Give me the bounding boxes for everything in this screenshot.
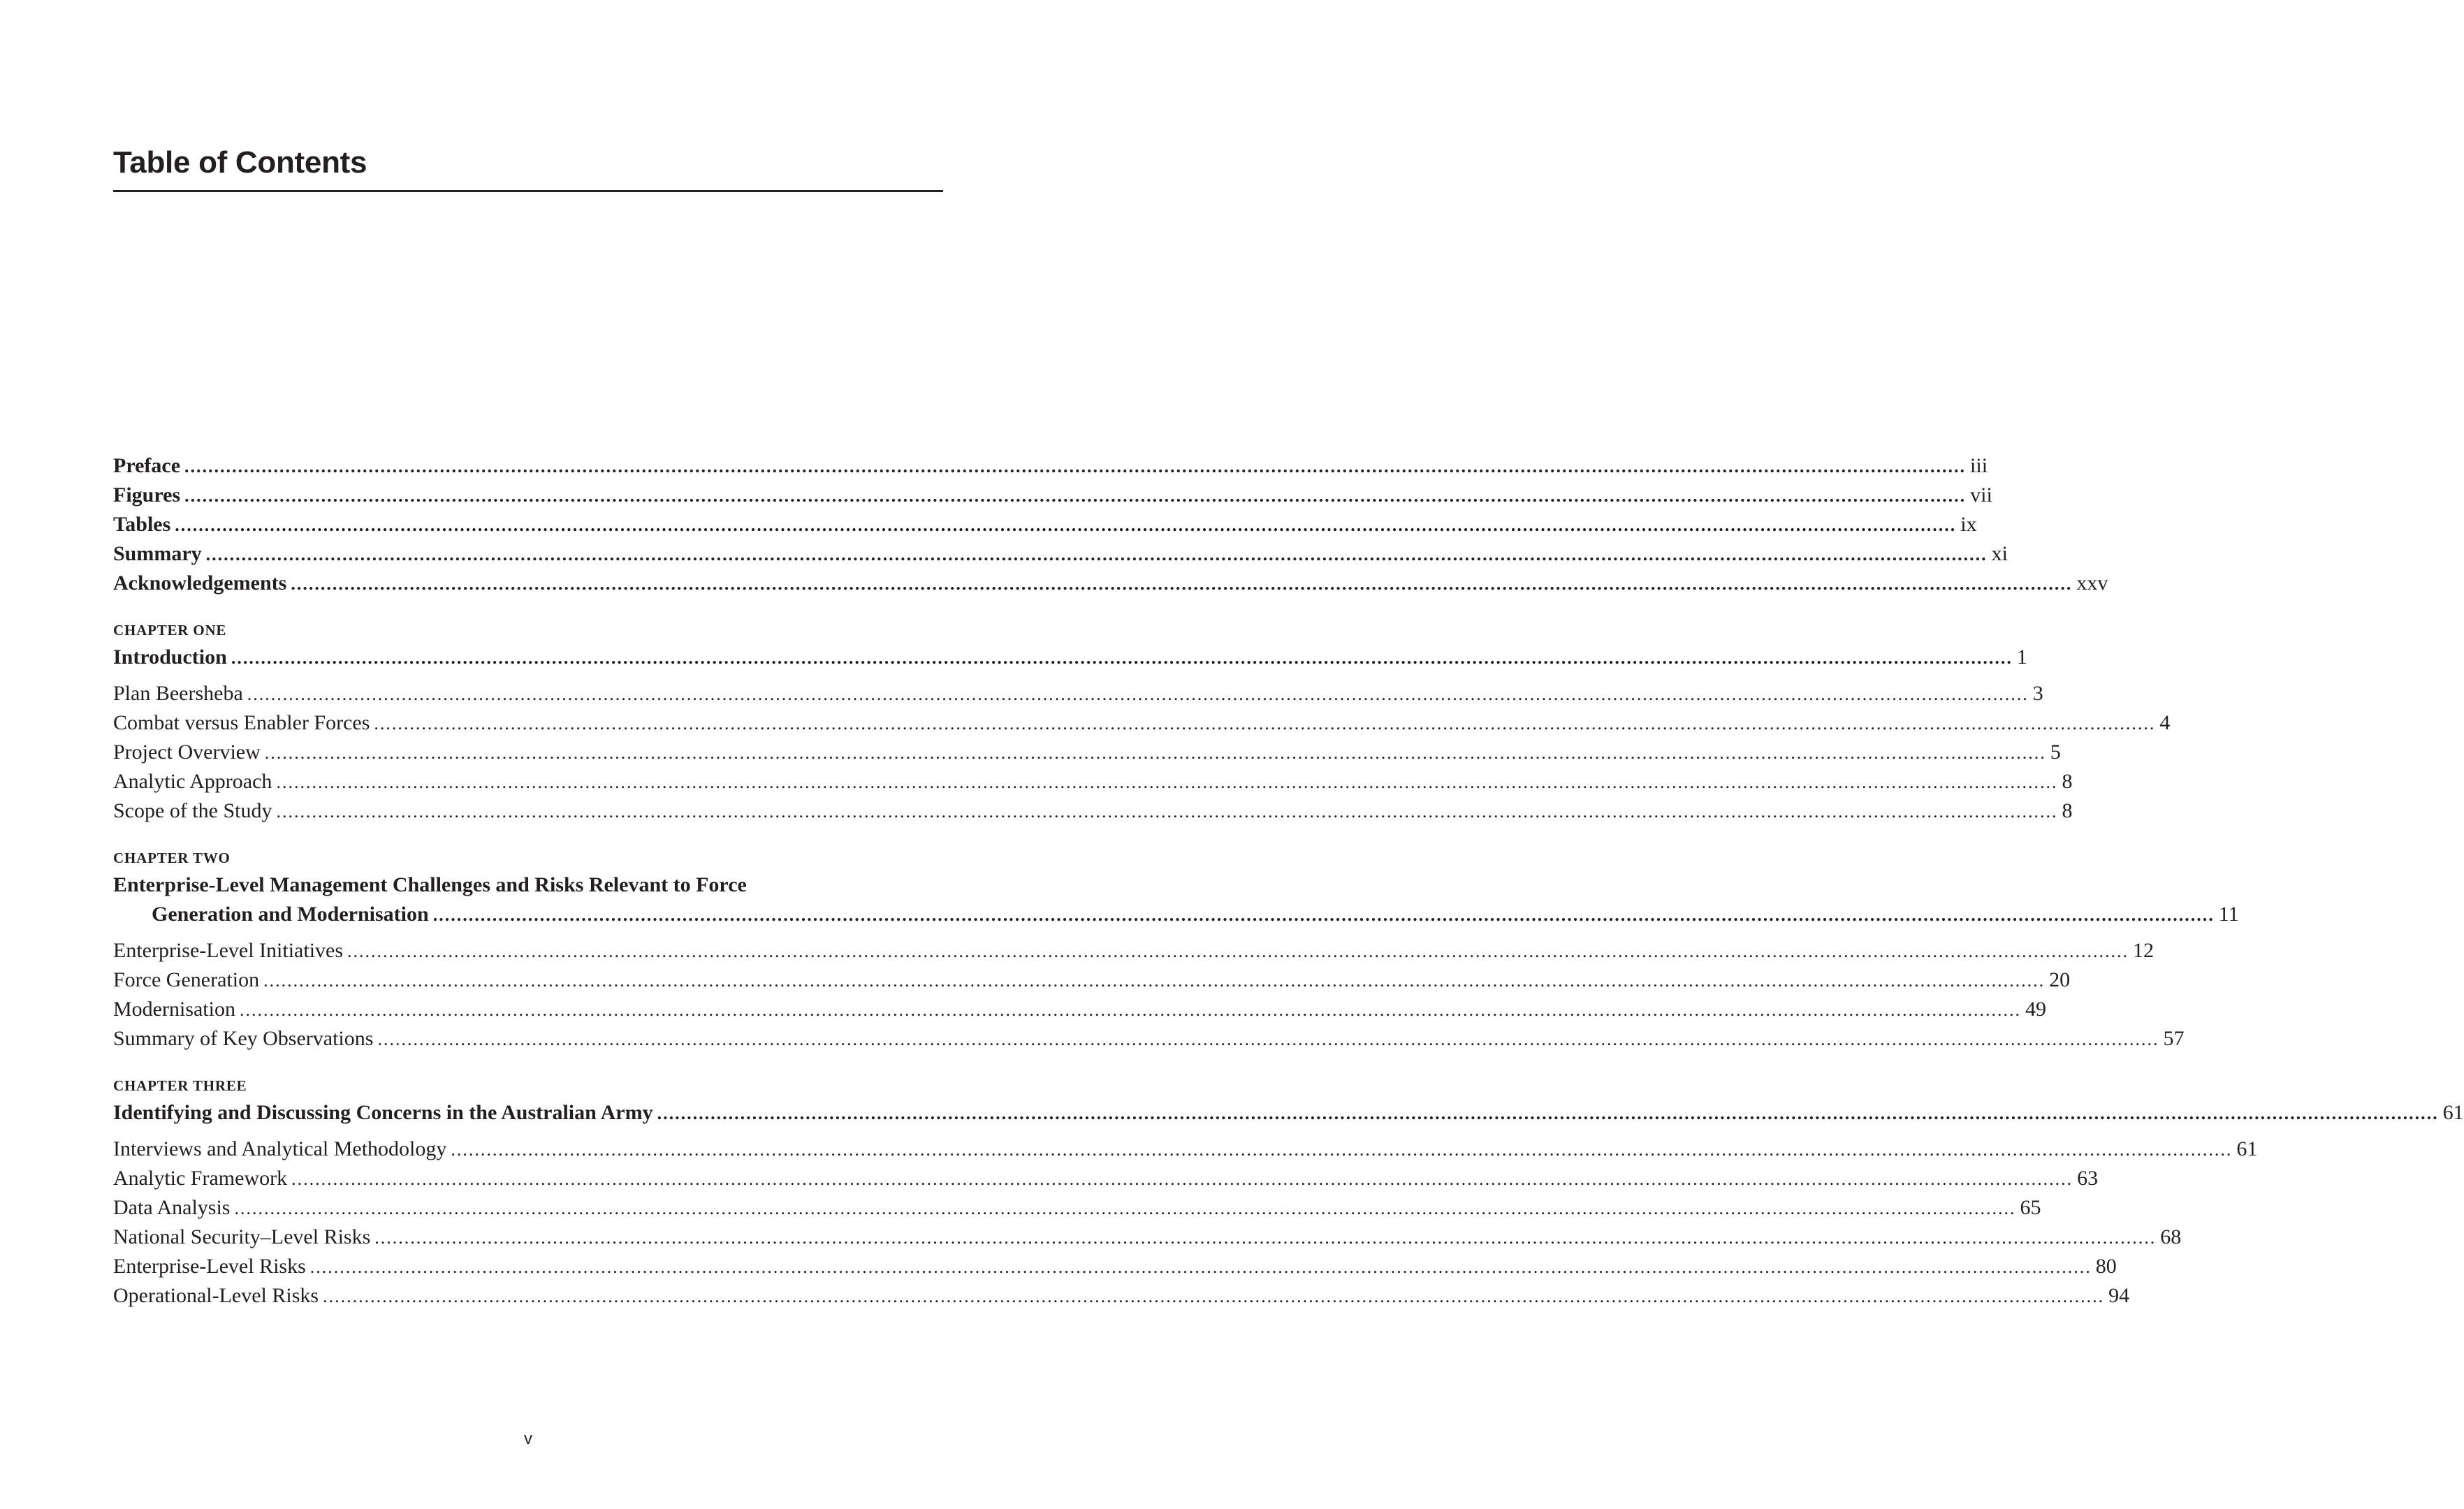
toc-section-page: 63 bbox=[2077, 1167, 2099, 1190]
chapter-title-text: Generation and Modernisation bbox=[152, 903, 429, 926]
chapter-title-text: Identifying and Discussing Concerns in the Australian Army bbox=[113, 1101, 653, 1124]
toc-section-label: Project Overview bbox=[113, 741, 261, 764]
dot-leader: ............................................................................................................................................................................................................................................................................................................ bbox=[205, 544, 1988, 564]
toc-section-page: 49 bbox=[2025, 998, 2046, 1021]
toc-section-label: Interviews and Analytical Methodology bbox=[113, 1137, 447, 1160]
dot-leader: ............................................................................................................................................................................................................................................................................................................ bbox=[276, 772, 2058, 792]
chapter-page: 11 bbox=[2218, 903, 2239, 926]
dot-leader: ............................................................................................................................................................................................................................................................................................................ bbox=[175, 515, 1957, 535]
toc-section-label: Enterprise-Level Initiatives bbox=[113, 939, 344, 962]
toc-section-label: Enterprise-Level Risks bbox=[113, 1255, 306, 1278]
toc-section-page: 61 bbox=[2236, 1137, 2258, 1160]
toc-entry-page: xxv bbox=[2076, 571, 2108, 595]
toc-section-entry[interactable] bbox=[113, 767, 2073, 796]
page-title: Table of Contents bbox=[113, 145, 367, 180]
dot-leader: ............................................................................................................................................................................................................................................................................................................ bbox=[184, 486, 1967, 506]
chapter-three-title[interactable] bbox=[113, 1098, 2464, 1128]
toc-section-page: 5 bbox=[2050, 741, 2061, 764]
toc-entry-label: Tables bbox=[113, 513, 171, 536]
dot-leader: ............................................................................................................................................................................................................................................................................................................ bbox=[234, 1198, 2016, 1218]
toc-section-entry[interactable] bbox=[113, 1024, 2185, 1054]
chapter-two-title-line2[interactable] bbox=[113, 900, 2239, 929]
dot-leader: ............................................................................................................................................................................................................................................................................................................ bbox=[291, 574, 2073, 594]
toc-section-page: 20 bbox=[2049, 968, 2071, 991]
toc-section-entry[interactable] bbox=[113, 708, 2171, 738]
chapter-title-text: Introduction bbox=[113, 646, 227, 669]
toc-section-label: National Security–Level Risks bbox=[113, 1225, 371, 1248]
dot-leader: ............................................................................................................................................................................................................................................................................................................ bbox=[247, 684, 2029, 704]
toc-list bbox=[113, 451, 2464, 1311]
dot-leader: ............................................................................................................................................................................................................................................................................................................ bbox=[657, 1103, 2439, 1123]
toc-section-label: Scope of the Study bbox=[113, 799, 272, 822]
dot-leader: ............................................................................................................................................................................................................................................................................................................ bbox=[184, 456, 1967, 476]
toc-section-label: Data Analysis bbox=[113, 1196, 231, 1219]
toc-entry-label: Summary bbox=[113, 542, 202, 565]
toc-section-entry[interactable] bbox=[113, 738, 2061, 767]
chapter-three-label: CHAPTER THREE bbox=[113, 1077, 247, 1094]
toc-entry-label: Preface bbox=[113, 454, 181, 477]
page-number: v bbox=[524, 1429, 532, 1448]
toc-section-entry[interactable] bbox=[113, 1223, 2182, 1252]
toc-entry-acknowledgements[interactable] bbox=[113, 569, 2108, 598]
toc-section-label: Combat versus Enabler Forces bbox=[113, 711, 370, 734]
toc-entry-label: Acknowledgements bbox=[113, 571, 287, 595]
dot-leader: ............................................................................................................................................................................................................................................................................................................ bbox=[264, 743, 2046, 763]
chapter-two-title-line1[interactable]: Enterprise-Level Management Challenges and Risks Relevant to Force bbox=[113, 873, 747, 896]
toc-entry-figures[interactable] bbox=[113, 481, 1992, 510]
dot-leader: ............................................................................................................................................................................................................................................................................................................ bbox=[291, 1169, 2073, 1189]
toc-section-label: Analytic Approach bbox=[113, 770, 272, 793]
dot-leader: ............................................................................................................................................................................................................................................................................................................ bbox=[374, 1227, 2157, 1248]
toc-section-page: 57 bbox=[2163, 1027, 2185, 1050]
toc-entry-page: xi bbox=[1991, 542, 2009, 565]
dot-leader: ............................................................................................................................................................................................................................................................................................................ bbox=[374, 713, 2156, 734]
dot-leader: ............................................................................................................................................................................................................................................................................................................ bbox=[231, 648, 2013, 668]
dot-leader: ............................................................................................................................................................................................................................................................................................................ bbox=[377, 1029, 2159, 1049]
toc-section-page: 8 bbox=[2062, 770, 2073, 793]
toc-entry-page: iii bbox=[1970, 454, 1988, 477]
toc-section-page: 3 bbox=[2032, 682, 2043, 705]
toc-section-label: Modernisation bbox=[113, 998, 235, 1021]
dot-leader: ............................................................................................................................................................................................................................................................................................................ bbox=[347, 941, 2129, 961]
toc-section-label: Force Generation bbox=[113, 968, 260, 991]
chapter-one-label: CHAPTER ONE bbox=[113, 622, 227, 639]
toc-section-label: Analytic Framework bbox=[113, 1167, 288, 1190]
chapter-two-label: CHAPTER TWO bbox=[113, 850, 231, 866]
toc-section-page: 94 bbox=[2108, 1284, 2130, 1307]
toc-section-entry[interactable] bbox=[113, 1281, 2130, 1311]
toc-section-page: 80 bbox=[2095, 1255, 2117, 1278]
dot-leader: ............................................................................................................................................................................................................................................................................................................ bbox=[239, 1000, 2021, 1020]
toc-section-entry[interactable] bbox=[113, 936, 2155, 965]
toc-section-page: 4 bbox=[2159, 711, 2171, 734]
toc-section-label: Plan Beersheba bbox=[113, 682, 243, 705]
toc-section-entry[interactable] bbox=[113, 995, 2046, 1024]
toc-entry-page: vii bbox=[1970, 483, 1992, 506]
dot-leader: ............................................................................................................................................................................................................................................................................................................ bbox=[263, 970, 2046, 991]
toc-section-page: 68 bbox=[2160, 1225, 2182, 1248]
chapter-page: 1 bbox=[2016, 646, 2027, 669]
chapter-one-title[interactable] bbox=[113, 643, 2027, 672]
chapter-page: 61 bbox=[2442, 1101, 2464, 1124]
dot-leader: ............................................................................................................................................................................................................................................................................................................ bbox=[432, 905, 2215, 925]
dot-leader: ............................................................................................................................................................................................................................................................................................................ bbox=[276, 801, 2058, 822]
toc-section-entry[interactable] bbox=[113, 679, 2043, 708]
dot-leader: ............................................................................................................................................................................................................................................................................................................ bbox=[323, 1286, 2105, 1306]
toc-section-entry[interactable] bbox=[113, 1164, 2099, 1193]
title-rule bbox=[113, 190, 943, 192]
toc-section-label: Operational-Level Risks bbox=[113, 1284, 319, 1307]
toc-section-entry[interactable] bbox=[113, 796, 2073, 826]
toc-section-page: 8 bbox=[2062, 799, 2073, 822]
toc-section-entry[interactable] bbox=[113, 965, 2071, 995]
toc-section-entry[interactable] bbox=[113, 1135, 2258, 1164]
dot-leader: ............................................................................................................................................................................................................................................................................................................ bbox=[309, 1257, 2092, 1277]
toc-entry-page: ix bbox=[1960, 513, 1977, 536]
dot-leader: ............................................................................................................................................................................................................................................................................................................ bbox=[451, 1139, 2233, 1160]
toc-section-label: Summary of Key Observations bbox=[113, 1027, 374, 1050]
toc-section-entry[interactable] bbox=[113, 1193, 2041, 1223]
toc-entry-tables[interactable] bbox=[113, 510, 1977, 539]
toc-section-page: 65 bbox=[2020, 1196, 2041, 1219]
toc-entry-preface[interactable] bbox=[113, 451, 1988, 481]
toc-entry-label: Figures bbox=[113, 483, 181, 506]
toc-section-entry[interactable] bbox=[113, 1252, 2117, 1281]
toc-entry-summary[interactable] bbox=[113, 539, 2009, 569]
toc-section-page: 12 bbox=[2133, 939, 2155, 962]
